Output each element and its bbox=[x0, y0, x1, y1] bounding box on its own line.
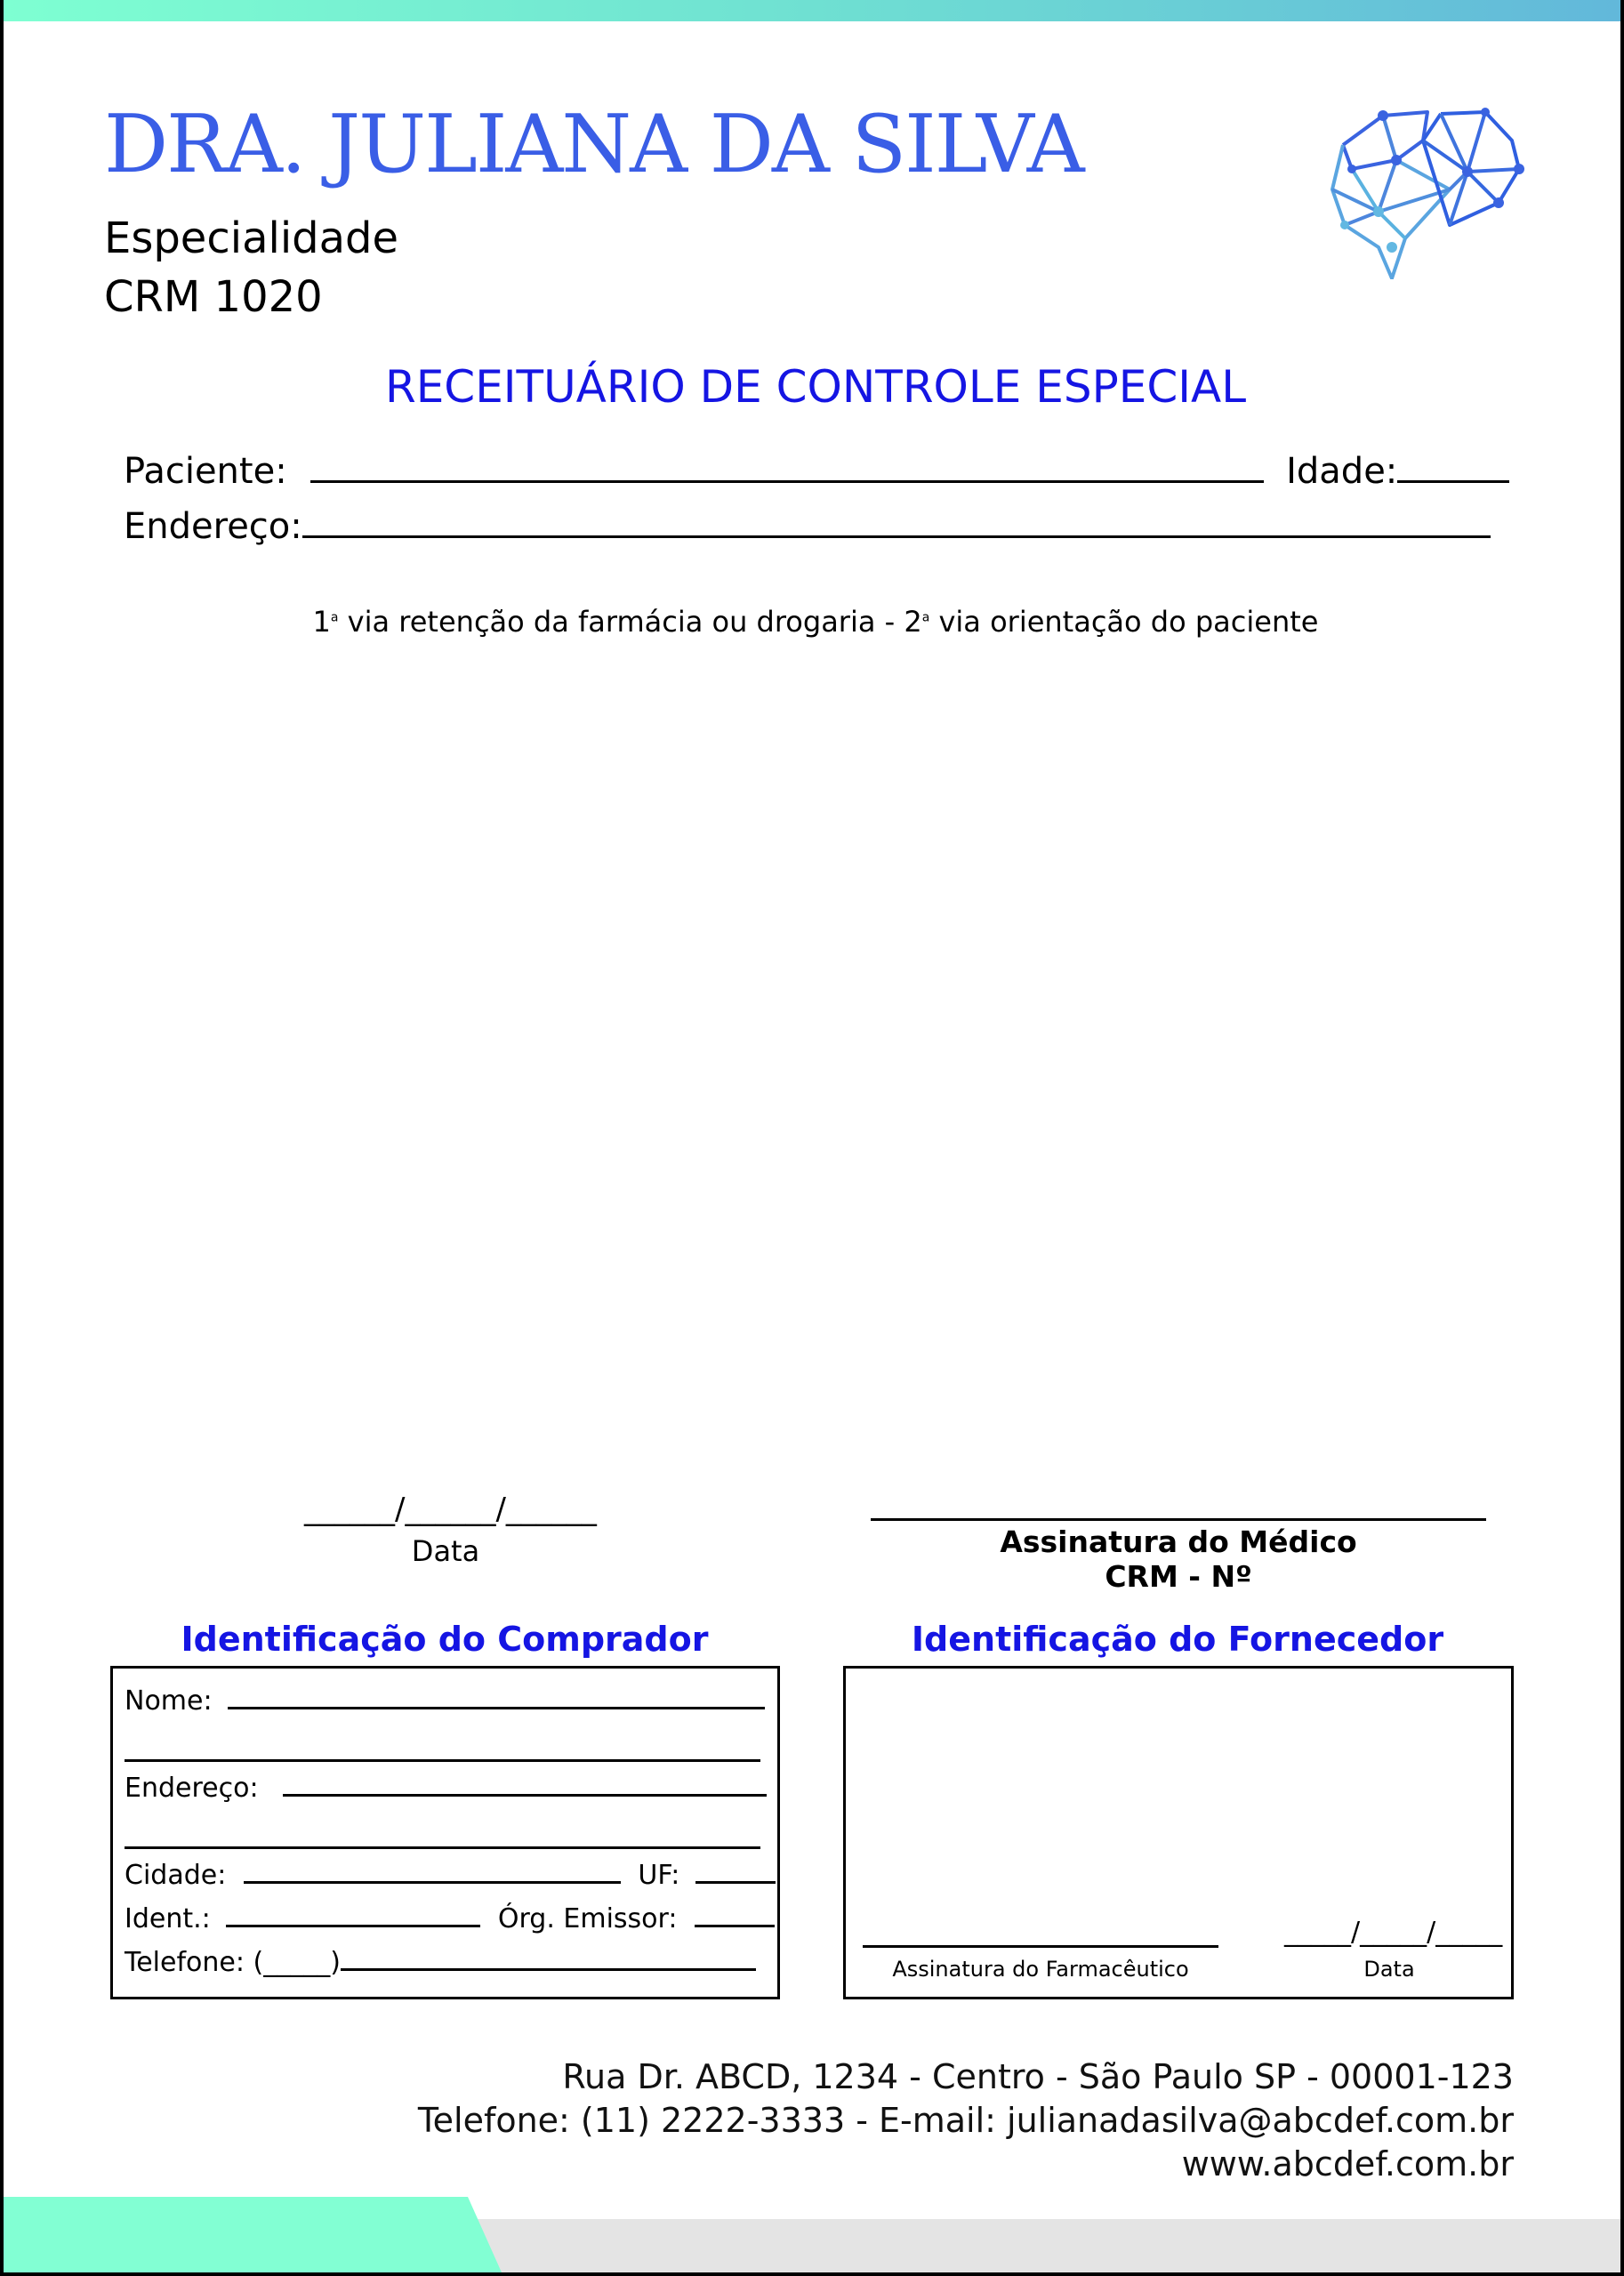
crm-number-label: CRM - Nº bbox=[1105, 1559, 1252, 1594]
footer-contact: Telefone: (11) 2222-3333 - E-mail: julianadasilva@abcdef.com.br bbox=[417, 2101, 1514, 2140]
doctor-specialty: Especialidade bbox=[104, 213, 399, 263]
pharmacist-signature-label: Assinatura do Farmacêutico bbox=[892, 1957, 1189, 1982]
buyer-name-input[interactable] bbox=[228, 1707, 765, 1709]
footer-address: Rua Dr. ABCD, 1234 - Centro - São Paulo SP - 00001-123 bbox=[562, 2057, 1514, 2096]
buyer-address-input[interactable] bbox=[283, 1794, 767, 1797]
brain-network-icon bbox=[1325, 105, 1526, 279]
buyer-name-row bbox=[125, 1685, 765, 1717]
buyer-id-input[interactable] bbox=[226, 1925, 480, 1927]
buyer-section-title: Identificação do Comprador bbox=[181, 1620, 709, 1659]
buyer-city-row bbox=[125, 1862, 776, 1889]
pharmacist-signature-line[interactable] bbox=[863, 1945, 1218, 1948]
date-label: Data bbox=[411, 1534, 480, 1568]
document-title: RECEITUÁRIO DE CONTROLE ESPECIAL bbox=[384, 361, 1247, 413]
top-accent-bar bbox=[4, 0, 1620, 21]
buyer-name-label: Nome: bbox=[125, 1685, 213, 1717]
buyer-city-input[interactable] bbox=[244, 1881, 621, 1884]
patient-label: Paciente: bbox=[124, 451, 287, 492]
buyer-phone-label: Telefone: (_____) bbox=[125, 1947, 341, 1978]
address-label: Endereço: bbox=[124, 506, 302, 547]
age-input-line[interactable] bbox=[1397, 480, 1509, 483]
buyer-issuer-label: Órg. Emissor: bbox=[497, 1903, 678, 1934]
buyer-uf-input[interactable] bbox=[695, 1881, 776, 1884]
address-input-line[interactable] bbox=[302, 535, 1491, 538]
doctor-signature-line[interactable] bbox=[871, 1518, 1486, 1521]
age-label: Idade: bbox=[1286, 451, 1398, 492]
supplier-date-label: Data bbox=[1363, 1957, 1415, 1982]
buyer-phone-row bbox=[125, 1947, 756, 1978]
buyer-id-row bbox=[125, 1903, 775, 1934]
supplier-date-input[interactable]: _____/_____/_____ bbox=[1284, 1917, 1503, 1948]
buyer-name-continuation-line[interactable] bbox=[125, 1759, 760, 1762]
doctor-crm: CRM 1020 bbox=[104, 272, 323, 322]
date-input-line[interactable]: ______/______/______ bbox=[304, 1492, 597, 1527]
buyer-address-row bbox=[125, 1775, 767, 1802]
buyer-uf-label: UF: bbox=[638, 1860, 680, 1891]
buyer-address-label: Endereço: bbox=[125, 1773, 259, 1804]
buyer-address-continuation-line[interactable] bbox=[125, 1846, 760, 1849]
copy-instructions: 1$^a$ via retenção da farmácia ou drogaria - 2$^a$ via orientação do paciente bbox=[312, 605, 1319, 639]
buyer-issuer-input[interactable] bbox=[695, 1925, 775, 1927]
address-field-row bbox=[124, 506, 1491, 547]
buyer-phone-input[interactable] bbox=[341, 1968, 756, 1971]
doctor-signature-label: Assinatura do Médico bbox=[1000, 1524, 1357, 1559]
footer-website: www.abcdef.com.br bbox=[1181, 2144, 1514, 2184]
doctor-name: DRA. JULIANA DA SILVA bbox=[104, 98, 1083, 191]
supplier-box bbox=[843, 1666, 1514, 1999]
buyer-id-label: Ident.: bbox=[125, 1903, 211, 1934]
supplier-section-title: Identificação do Fornecedor bbox=[911, 1620, 1444, 1659]
buyer-city-label: Cidade: bbox=[125, 1860, 227, 1891]
patient-input-line[interactable] bbox=[310, 480, 1264, 483]
bottom-mint-accent bbox=[4, 2197, 502, 2272]
patient-field-row bbox=[124, 451, 1509, 492]
